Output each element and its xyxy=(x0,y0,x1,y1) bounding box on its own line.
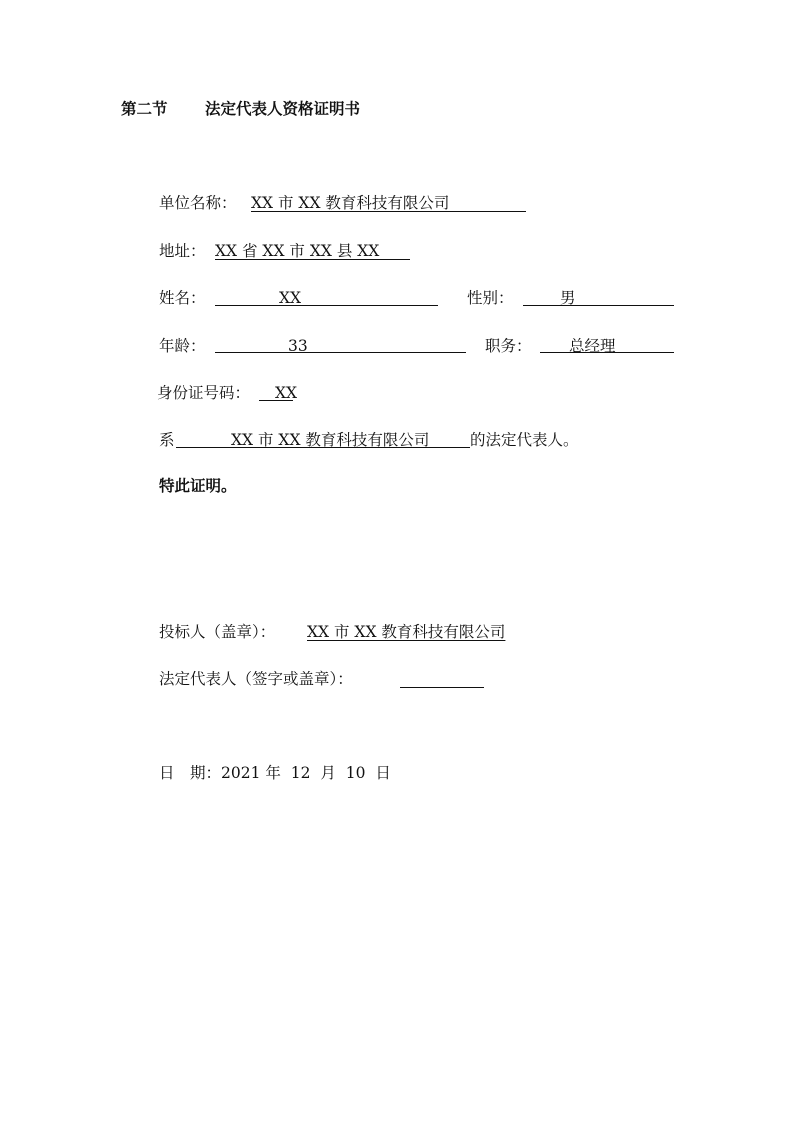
age-label: 年龄： xyxy=(159,337,206,355)
date-year: 2021 xyxy=(221,764,261,782)
section-number: 第二节 xyxy=(121,100,168,118)
statement-prefix: 系 xyxy=(159,431,175,449)
name-line xyxy=(215,305,438,306)
name-label: 姓名： xyxy=(159,289,206,307)
date-year-unit: 年 xyxy=(265,764,281,782)
position-label: 职务： xyxy=(485,337,532,355)
address-value: XX 省 XX 市 XX 县 XX xyxy=(215,242,380,260)
date-row xyxy=(159,763,391,783)
legal-rep-signature-line xyxy=(400,687,484,688)
date-month-unit: 月 xyxy=(320,764,336,782)
unit-name-value: XX 市 XX 教育科技有限公司 xyxy=(251,194,450,212)
gender-label: 性别： xyxy=(467,289,514,307)
date-month: 12 xyxy=(290,764,311,782)
bidder-label: 投标人（盖章）： xyxy=(159,623,276,641)
name-value: XX xyxy=(279,289,302,307)
id-value: XX xyxy=(275,384,298,402)
date-day: 10 xyxy=(345,764,366,782)
unit-name-label: 单位名称： xyxy=(159,194,237,212)
age-value: 33 xyxy=(288,337,308,355)
statement-suffix: 的法定代表人。 xyxy=(470,431,579,449)
legal-rep-label: 法定代表人（签字或盖章）： xyxy=(159,670,353,688)
page-title: 法定代表人资格证明书 xyxy=(205,100,361,118)
statement-company: XX 市 XX 教育科技有限公司 xyxy=(231,431,430,449)
bidder-value: XX 市 XX 教育科技有限公司 xyxy=(307,623,506,641)
id-label: 身份证号码： xyxy=(157,384,251,402)
date-label: 日 期： xyxy=(159,764,222,782)
position-value: 总经理 xyxy=(569,337,616,355)
address-label: 地址： xyxy=(159,242,206,260)
certify-text: 特此证明。 xyxy=(159,477,237,495)
gender-line xyxy=(523,305,674,306)
date-day-unit: 日 xyxy=(375,764,391,782)
age-line xyxy=(215,352,466,353)
gender-value: 男 xyxy=(560,289,576,307)
